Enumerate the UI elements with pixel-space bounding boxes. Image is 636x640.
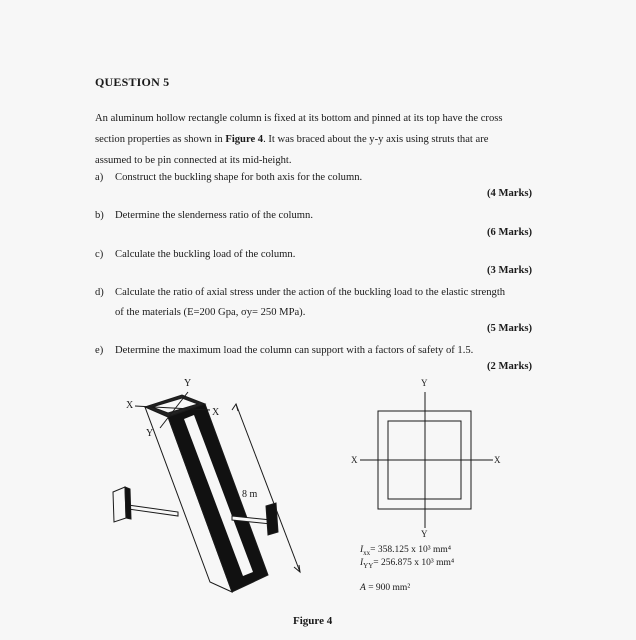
part-d-marks: (5 Marks): [486, 323, 532, 334]
label-y-left: Y: [146, 428, 154, 439]
area-value: A = 900 mm²: [360, 583, 411, 593]
part-b-marks: (6 Marks): [486, 227, 532, 238]
part-text: Construct the buckling shape for both axis for the column.: [115, 172, 363, 183]
label-x-right: X: [212, 407, 220, 418]
label-length: 8 m: [242, 489, 258, 500]
part-label: d): [95, 287, 104, 298]
intro-line-1: An aluminum hollow rectangle column is fixed at its bottom and pinned at its top have the cross: [95, 113, 503, 124]
part-text: Calculate the ratio of axial stress under the action of the buckling load to the elastic strength: [115, 287, 506, 298]
part-label: e): [95, 345, 104, 356]
part-label: a): [95, 172, 104, 183]
strut-left-plate: [113, 487, 126, 522]
section-label-x-left: X: [351, 455, 358, 465]
label-x-left: X: [126, 400, 134, 411]
question-title: QUESTION 5: [95, 75, 170, 89]
intro-line-2a: section properties as shown in: [95, 134, 226, 145]
section-label-y-bottom: Y: [421, 529, 428, 539]
part-label: b): [95, 210, 104, 221]
intro-line-3: assumed to be pin connected at its mid-height.: [95, 155, 292, 166]
label-y-top: Y: [184, 378, 192, 389]
part-e-marks: (2 Marks): [486, 361, 532, 372]
figure-reference: Figure 4: [225, 134, 264, 145]
part-label: c): [95, 249, 104, 260]
ixx-value: $I_{xx}= 358.125$ x 10³ mm⁴: [360, 545, 452, 557]
part-text: Calculate the buckling load of the column.: [115, 249, 296, 260]
iyy-value: $I_{YY}= 256.875$ x 10³ mm⁴: [360, 558, 455, 570]
part-text: Determine the slenderness ratio of the column.: [115, 210, 313, 221]
section-label-x-right: X: [494, 455, 501, 465]
part-text: Determine the maximum load the column can support with a factors of safety of 1.5.: [115, 345, 474, 356]
intro-line-2c: . It was braced about the y-y axis using struts that are: [263, 134, 489, 145]
cross-section: [360, 392, 493, 528]
figure-caption: Figure 4: [293, 615, 333, 627]
section-label-y-top: Y: [421, 378, 428, 388]
strut-left: [128, 505, 178, 516]
strut-right-plate: [266, 503, 278, 535]
part-a-marks: (4 Marks): [486, 188, 532, 199]
part-c-marks: (3 Marks): [486, 265, 532, 276]
part-d-line-2: of the materials (E=200 Gpa, σy= 250 MPa).: [115, 307, 306, 318]
